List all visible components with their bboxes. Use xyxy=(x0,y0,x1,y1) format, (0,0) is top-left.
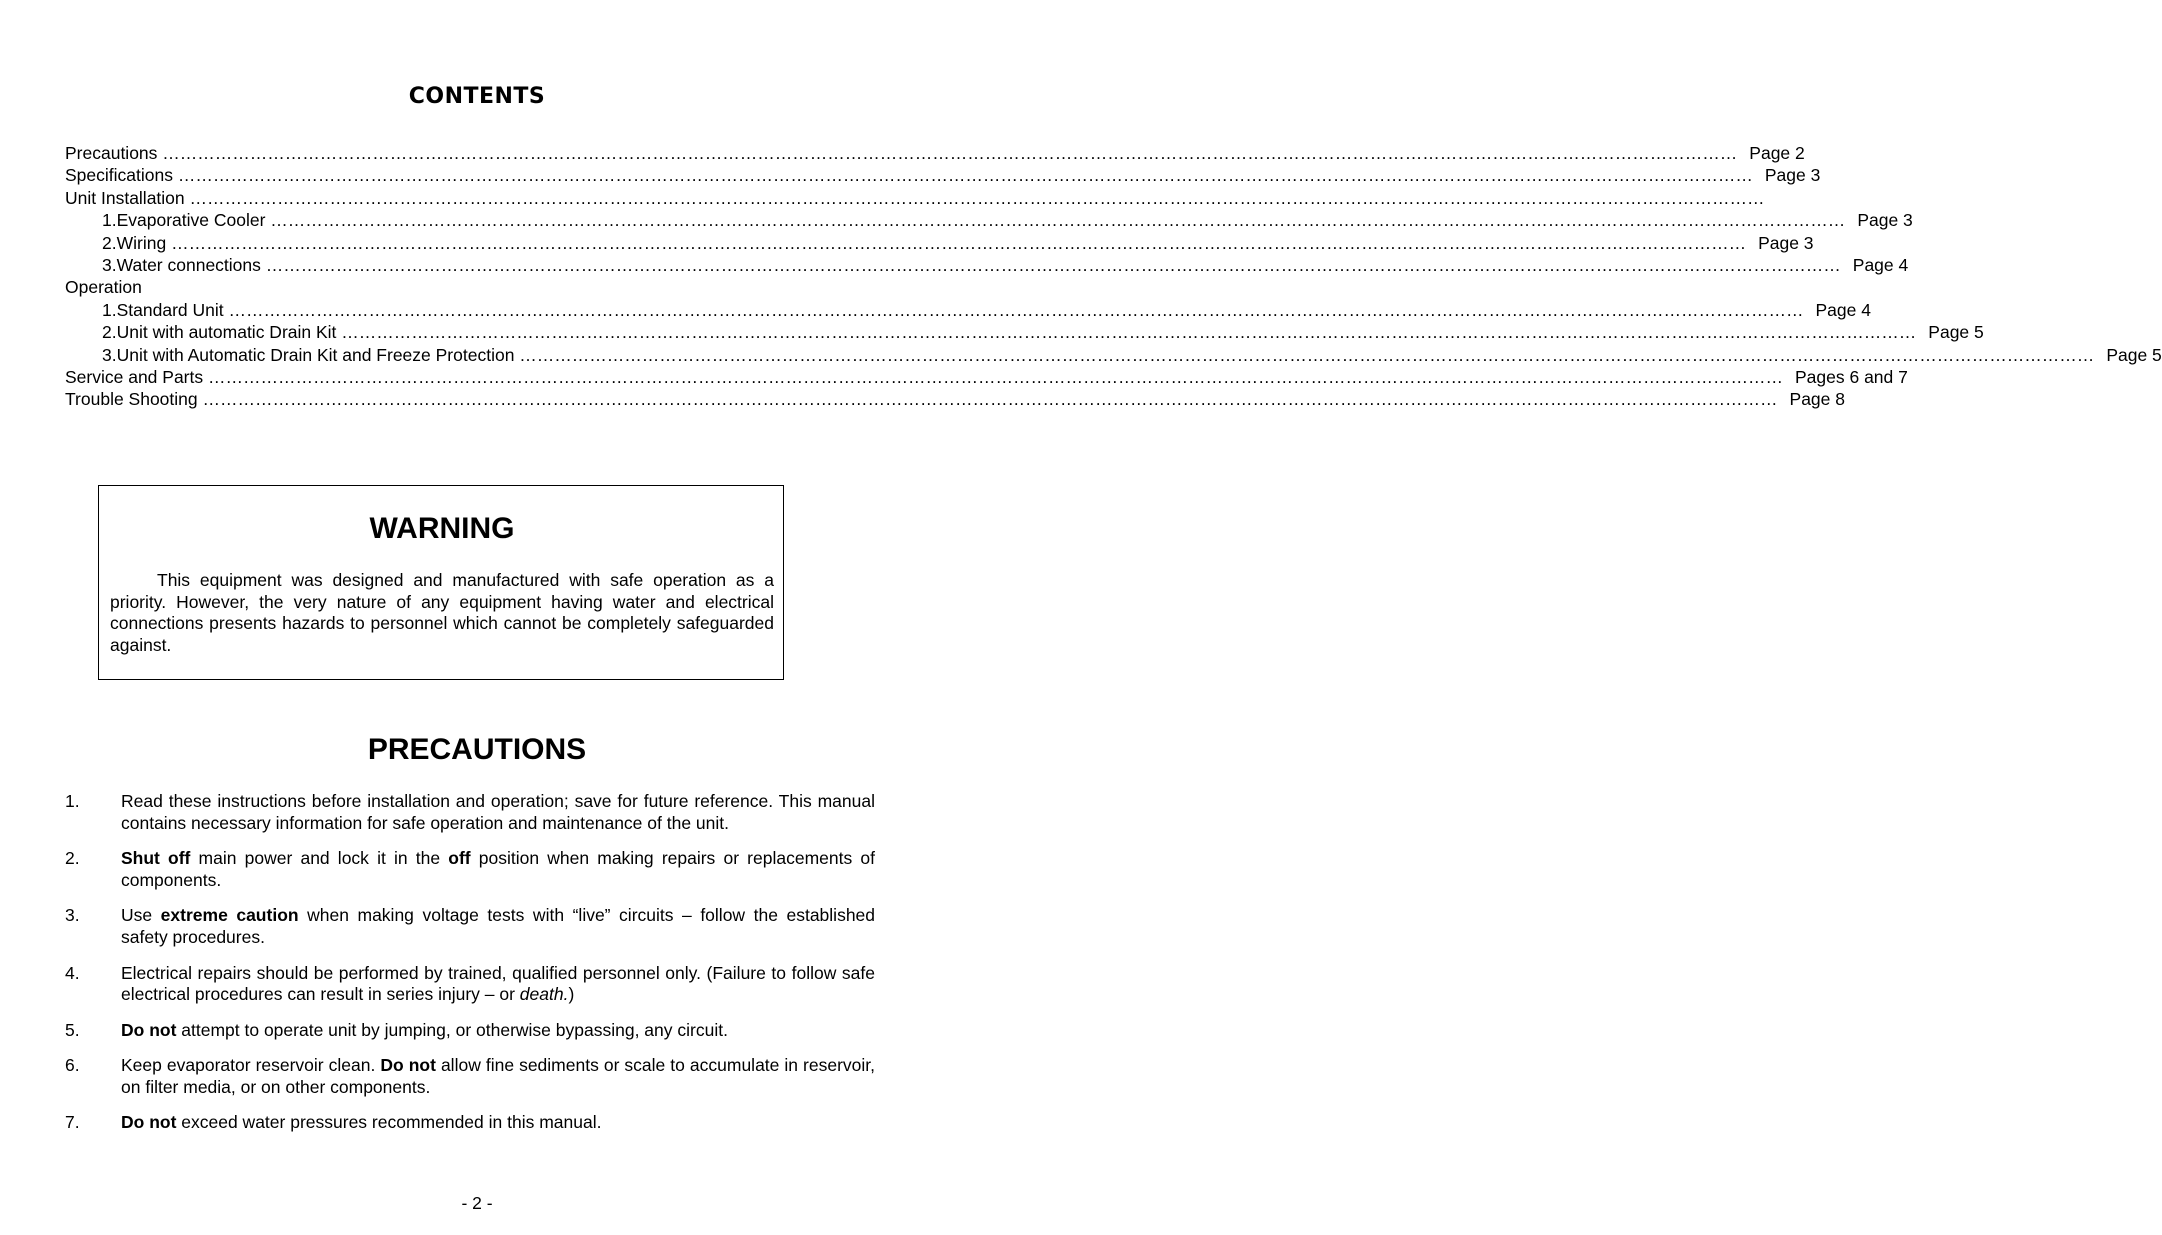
text-run: Use xyxy=(121,905,161,926)
toc-entry xyxy=(65,232,1814,254)
toc-dot-leader: ……………………………………………………………………………………………………………………………………………………………………………………………………………………………………………… xyxy=(157,143,1738,163)
toc-entry-number: 1. xyxy=(102,210,117,231)
toc-entry-page xyxy=(1765,187,1777,209)
table-of-contents xyxy=(65,142,2162,411)
emphasis-text: Do not xyxy=(121,1019,177,1040)
precaution-number: 5. xyxy=(65,1019,80,1040)
toc-dot-leader: ……………………………………………………………………………………………………………………………………………………………………………………………………………………………………………… xyxy=(260,254,1841,275)
emphasis-text: extreme caution xyxy=(160,905,299,926)
precaution-number: 3. xyxy=(65,905,80,926)
text-run: position when making repairs or replacements of components. xyxy=(121,848,875,890)
toc-entry-page xyxy=(863,276,875,298)
toc-entry-number: 3. xyxy=(102,344,117,365)
precaution-number: 2. xyxy=(65,848,80,869)
toc-entry-label: Unit Installation xyxy=(65,187,185,208)
toc-entry-page: Page 4 xyxy=(1815,299,1871,320)
toc-dot-leader: ……………………………………………………………………………………………………………………………………………………………………………………………………………………………………………… xyxy=(514,344,2095,365)
contents-title: CONTENTS xyxy=(408,84,546,109)
precaution-item xyxy=(65,963,875,1007)
toc-dot-leader: ……………………………………………………………………………………………………………………………………………………………………………………………………………………………………………… xyxy=(197,389,1778,410)
text-run: allow fine sediments or scale to accumulate in reservoir, on filter media, or on other components. xyxy=(121,1055,876,1097)
precautions-title: PRECAUTIONS xyxy=(367,733,587,766)
precaution-number: 6. xyxy=(65,1055,80,1076)
text-run: ) xyxy=(568,984,575,1005)
precautions-list xyxy=(65,791,875,1148)
emphasis-text: Shut off xyxy=(121,848,191,869)
emphasis-text: off xyxy=(448,848,471,869)
toc-entry xyxy=(65,276,875,298)
precaution-text xyxy=(121,1112,875,1134)
precaution-item xyxy=(65,905,875,949)
toc-entry-label: Operation xyxy=(65,277,142,298)
page-number: - 2 - xyxy=(461,1193,493,1213)
precaution-item xyxy=(65,1055,875,1099)
toc-entry xyxy=(65,388,1845,410)
text-run: Electrical repairs should be performed by trained, qualified personnel only. (Failure to follow safe electrical procedures can result in series injury – or xyxy=(121,962,875,1005)
toc-dot-leader: ……………………………………………………………………………………………………………………………………………………………………………………………………………………………………………… xyxy=(203,366,1783,387)
text-run: main power and lock it in the xyxy=(190,848,449,869)
text-run: exceed water pressures recommended in this manual. xyxy=(176,1112,602,1133)
toc-dot-leader: ……………………………………………………………………………………………………………………………………………………………………………………………………………………………………………… xyxy=(336,322,1917,343)
toc-entry-label: Trouble Shooting xyxy=(65,389,198,410)
precaution-text xyxy=(121,791,875,835)
toc-entry-number: 3. xyxy=(102,254,117,275)
toc-entry xyxy=(65,187,1765,209)
toc-entry-label: Service and Parts xyxy=(65,366,204,387)
toc-entry xyxy=(65,209,1913,231)
toc-dot-leader: ……………………………………………………………………………………………………………………………………………………………………………………………………………………………………………… xyxy=(223,299,1804,320)
toc-entry-label: Unit with automatic Drain Kit xyxy=(116,322,337,343)
toc-entry-page: Page 8 xyxy=(1789,389,1845,410)
toc-entry xyxy=(65,254,1909,276)
toc-entry-page: Pages 6 and 7 xyxy=(1795,366,1908,387)
toc-entry-number: 2. xyxy=(102,232,117,253)
toc-dot-leader: ……………………………………………………………………………………………………………………………………………………………………………………………………………………………………………… xyxy=(166,232,1747,253)
toc-entry-label: Water connections xyxy=(116,254,261,275)
precaution-item xyxy=(65,791,875,835)
toc-dot-leader: ……………………………………………………………………………………………………………………………………………………………………………………………………………………………………………… xyxy=(172,165,1753,186)
text-run: Keep evaporator reservoir clean. xyxy=(121,1055,381,1076)
toc-entry-number: 2. xyxy=(102,322,117,343)
precaution-text xyxy=(121,1020,875,1042)
toc-entry xyxy=(65,344,2162,366)
toc-dot-leader: ……………………………………………………………………………………………………………………………………………………………………………………………………………………………………………… xyxy=(265,210,1846,231)
warning-box xyxy=(98,485,784,680)
toc-entry-page: Page 3 xyxy=(1857,210,1913,231)
precaution-text xyxy=(121,848,875,892)
toc-entry-page: Page 2 xyxy=(1749,143,1805,163)
toc-entry xyxy=(65,299,1871,321)
precaution-item xyxy=(65,848,875,892)
precaution-item xyxy=(65,1020,875,1042)
toc-entry-label: Evaporative Cooler xyxy=(116,210,266,231)
precaution-text xyxy=(121,963,875,1007)
warning-text: This equipment was designed and manufactured with safe operation as a priority. However, the very nature of any equipment having water and electrical connections presents hazards to personnel which cannot be completely safeguarded against. xyxy=(110,570,774,655)
emphasis-text: Do not xyxy=(121,1112,177,1133)
precaution-number: 4. xyxy=(65,962,80,983)
toc-entry xyxy=(65,164,1821,186)
warning-title: WARNING xyxy=(369,512,515,545)
toc-entry-label: Wiring xyxy=(116,232,167,253)
toc-dot-leader: ……………………………………………………………………………………………………………………………………………………………………………………………………………………………………………… xyxy=(184,187,1765,208)
toc-entry-page: Page 4 xyxy=(1852,254,1909,275)
italic-text: death. xyxy=(519,984,569,1005)
toc-entry-label: Specifications xyxy=(65,165,173,186)
text-run: Read these instructions before installation and operation; save for future reference. This manual contains necessary information for safe operation and maintenance of the unit. xyxy=(121,791,875,833)
toc-entry-label: Precautions xyxy=(65,143,158,163)
text-run: when making voltage tests with “live” circuits – follow the established safety procedures. xyxy=(121,905,876,948)
toc-entry-label: Standard Unit xyxy=(116,299,224,320)
toc-entry-number: 1. xyxy=(102,299,117,320)
emphasis-text: Do not xyxy=(380,1055,436,1076)
toc-entry xyxy=(65,366,1908,388)
text-run: attempt to operate unit by jumping, or otherwise bypassing, any circuit. xyxy=(176,1019,728,1040)
toc-entry-label: Unit with Automatic Drain Kit and Freeze Protection xyxy=(116,344,515,365)
toc-entry-page: Page 3 xyxy=(1758,232,1814,253)
precaution-item xyxy=(65,1112,875,1134)
toc-entry-page: Page 5 xyxy=(2106,344,2162,365)
precaution-text xyxy=(121,905,875,949)
precaution-number: 1. xyxy=(65,791,80,811)
precaution-number: 7. xyxy=(65,1112,80,1133)
toc-entry xyxy=(65,142,1805,164)
toc-entry xyxy=(65,321,1984,343)
toc-entry-page: Page 5 xyxy=(1928,322,1984,343)
toc-entry-page: Page 3 xyxy=(1764,165,1821,186)
precaution-text xyxy=(121,1055,875,1099)
